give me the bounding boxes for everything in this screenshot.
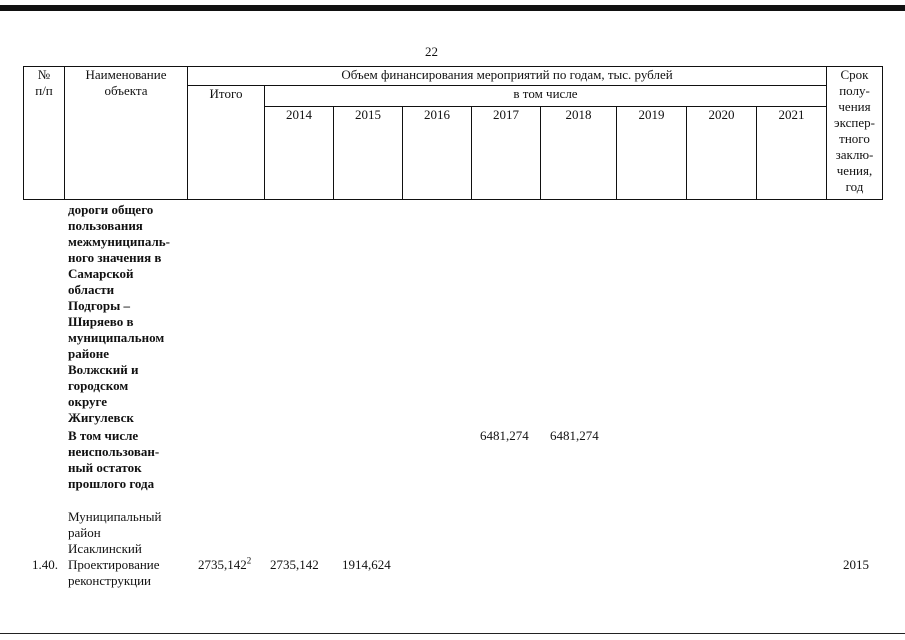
header-year-2014: 2014 <box>265 107 334 200</box>
object-name-line: области <box>68 282 115 297</box>
header-deadline-line: заклю- <box>835 147 874 162</box>
header-number-label: № <box>37 67 51 82</box>
header-object-name-sublabel: объекта <box>104 83 148 98</box>
subrow-label-line: неиспользован- <box>68 444 160 459</box>
header-deadline-line: год <box>845 179 864 194</box>
page-number: 22 <box>425 44 438 59</box>
object-name-line: ного значения в <box>68 250 162 265</box>
top-border-bar <box>0 5 905 11</box>
header-deadline-line: тного <box>839 131 870 146</box>
object-name-line: Самарской <box>68 266 134 281</box>
header-deadline-line: экспер- <box>834 115 875 130</box>
object-name-line: дороги общего <box>68 202 154 217</box>
header-number-cell <box>24 67 65 200</box>
object-name-line: Жигулевск <box>68 410 134 425</box>
subrow-value-2017: 6481,274 <box>480 428 529 443</box>
row-name-line: Проектирование <box>68 557 160 572</box>
header-year-2018: 2018 <box>541 107 617 200</box>
header-object-name-label: Наименование <box>85 67 167 82</box>
row-value-2014: 2735,142 <box>270 557 319 572</box>
row-number: 1.40. <box>32 557 58 572</box>
header-total-cell: Итого <box>188 86 265 200</box>
header-year-2020: 2020 <box>687 107 757 200</box>
header-year-2015: 2015 <box>334 107 403 200</box>
header-number-sublabel: п/п <box>35 83 53 98</box>
header-deadline-line: полу- <box>839 83 870 98</box>
header-year-2021: 2021 <box>757 107 827 200</box>
object-name-line: городском <box>68 378 129 393</box>
district-line: Муниципальный <box>68 509 162 524</box>
object-name-line: Подгоры – <box>68 298 131 313</box>
header-funding-title: Объем финансирования мероприятий по годам, тыс. рублей <box>188 67 827 86</box>
row-name-line: реконструкции <box>68 573 152 588</box>
object-name-line: пользования <box>68 218 143 233</box>
subrow-value-2018: 6481,274 <box>550 428 599 443</box>
object-name-line: межмуниципаль- <box>68 234 170 249</box>
district-line: Исаклинский <box>68 541 142 556</box>
district-line: район <box>68 525 101 540</box>
header-object-name-cell <box>65 67 188 200</box>
row-value-2015: 1914,624 <box>342 557 391 572</box>
row-total <box>198 557 251 573</box>
header-year-2016: 2016 <box>403 107 472 200</box>
row-total-value: 2735,142 <box>198 557 247 572</box>
header-year-2019: 2019 <box>617 107 687 200</box>
header-deadline-line: чения, <box>836 163 873 178</box>
header-deadline-cell <box>827 67 883 200</box>
row-total-footnote: 2 <box>246 555 252 566</box>
object-name-line: Волжский и <box>68 362 139 377</box>
subrow-label-line: ный остаток <box>68 460 142 475</box>
header-deadline-line: Срок <box>840 67 869 82</box>
subrow-label-line: В том числе <box>68 428 139 443</box>
header-including-cell: в том числе <box>265 86 827 107</box>
subrow-label-line: прошлого года <box>68 476 155 491</box>
object-name-line: Ширяево в <box>68 314 134 329</box>
bottom-rule <box>0 633 905 634</box>
object-name-line: районе <box>68 346 109 361</box>
object-name-line: муниципальном <box>68 330 165 345</box>
funding-table-header <box>23 66 883 200</box>
object-name-line: округе <box>68 394 108 409</box>
header-deadline-line: чения <box>838 99 871 114</box>
header-year-2017: 2017 <box>472 107 541 200</box>
row-deadline: 2015 <box>843 557 869 572</box>
